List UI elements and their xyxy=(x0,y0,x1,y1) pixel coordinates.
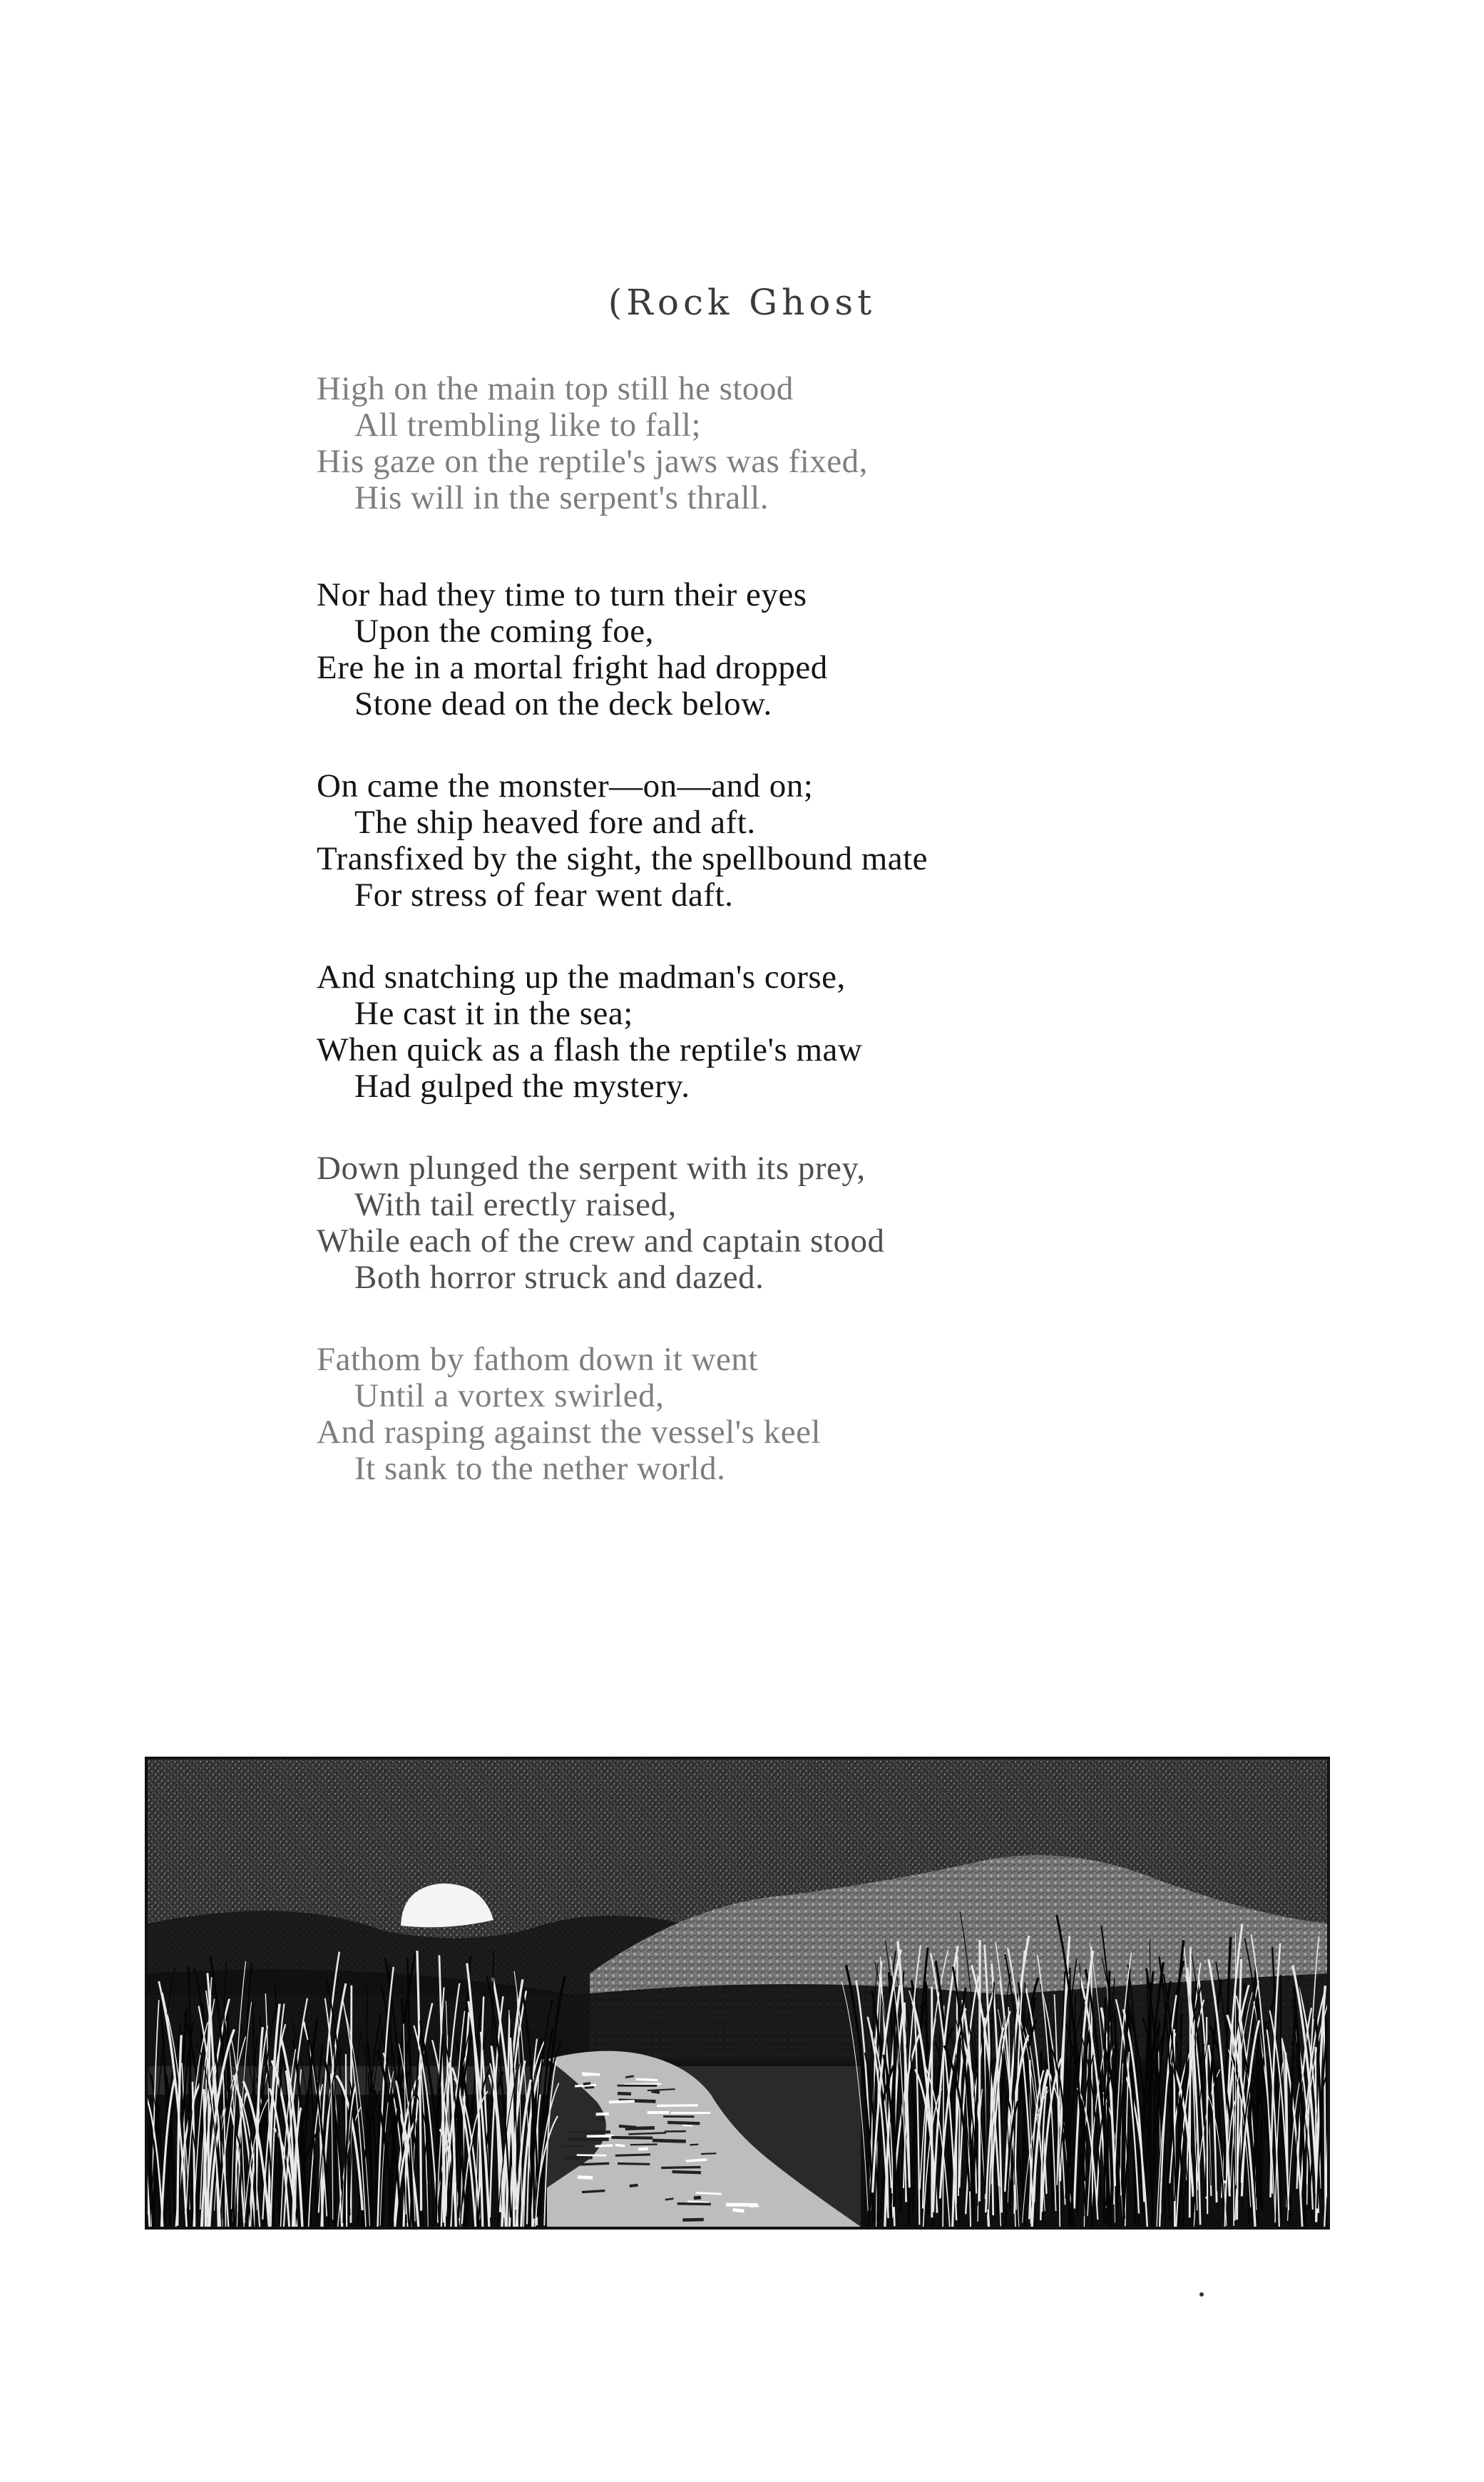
water-glint xyxy=(577,2155,607,2156)
water-glint xyxy=(661,2167,700,2168)
water-glint xyxy=(624,2084,661,2085)
water-glint xyxy=(575,2085,596,2086)
moonlit-marsh-illustration xyxy=(145,1757,1330,2230)
water-glint xyxy=(677,2204,711,2205)
water-glint xyxy=(686,2160,707,2161)
reed-blade xyxy=(1104,1997,1105,2223)
water-glint xyxy=(583,2083,590,2084)
poem-line: And rasping against the vessel's keel xyxy=(317,1414,821,1451)
water-glint xyxy=(587,2136,614,2137)
poem-line: Upon the coming foe, xyxy=(354,613,654,650)
reed-blade xyxy=(1189,1947,1190,2217)
poem-line: The ship heaved fore and aft. xyxy=(354,804,756,841)
poem-line: His will in the serpent's thrall. xyxy=(354,479,769,516)
poem-line: For stress of fear went daft. xyxy=(354,877,734,914)
water-glint xyxy=(596,2118,604,2120)
water-glint xyxy=(628,2133,666,2135)
poem-line: With tail erectly raised, xyxy=(354,1186,677,1223)
water-glint xyxy=(636,2079,657,2080)
water-glint xyxy=(625,2076,634,2078)
stanza-6 xyxy=(317,1342,1458,1487)
poem-line: His gaze on the reptile's jaws was fixed, xyxy=(317,443,868,480)
water-glint xyxy=(618,2093,631,2094)
page-heading: (Rock Ghost xyxy=(608,282,876,323)
water-glint xyxy=(694,2197,701,2198)
stanza-1 xyxy=(317,371,1458,516)
stanza-3 xyxy=(317,768,1458,914)
poem-line: Nor had they time to turn their eyes xyxy=(317,576,807,613)
water-glint xyxy=(618,2163,650,2164)
water-glint xyxy=(701,2153,716,2154)
print-speck xyxy=(1199,2292,1204,2297)
water-glint xyxy=(609,2101,635,2102)
reed-blade xyxy=(1014,2012,1015,2185)
water-glint xyxy=(657,2105,698,2106)
poem-line: While each of the crew and captain stood xyxy=(317,1222,885,1260)
water-glint xyxy=(696,2193,722,2194)
poem-line: Transfixed by the sight, the spellbound mate xyxy=(317,840,928,877)
water-glint xyxy=(619,2126,636,2128)
poem-line: He cast it in the sea; xyxy=(354,995,633,1032)
poem-line: Until a vortex swirled, xyxy=(354,1377,665,1414)
water-glint xyxy=(580,2163,609,2165)
poem-line: It sank to the nether world. xyxy=(354,1450,726,1487)
water-glint xyxy=(596,2114,609,2115)
water-glint xyxy=(651,2091,660,2093)
poem-line: On came the monster—on—and on; xyxy=(317,767,814,805)
water-glint xyxy=(638,2149,648,2150)
reed-blade xyxy=(979,1940,980,2202)
water-glint xyxy=(653,2140,686,2141)
poem-line: Down plunged the serpent with its prey, xyxy=(317,1150,866,1187)
poem-line: Both horror struck and dazed. xyxy=(354,1259,764,1296)
water-glint xyxy=(595,2145,613,2146)
water-glint xyxy=(563,2145,585,2147)
poem-line: All trembling like to fall; xyxy=(354,407,702,444)
poem-line: Ere he in a mortal fright had dropped xyxy=(317,649,828,686)
poem-line: Fathom by fathom down it went xyxy=(317,1341,758,1378)
water-glint xyxy=(582,2073,600,2075)
water-glint xyxy=(582,2191,605,2192)
poem-line: Had gulped the mystery. xyxy=(354,1068,690,1105)
stanza-4 xyxy=(317,959,1458,1105)
water-glint xyxy=(665,2199,674,2200)
stanza-5 xyxy=(317,1150,1458,1296)
poem xyxy=(317,371,1458,1487)
poem-line: Stone dead on the deck below. xyxy=(354,685,772,722)
poem-line: And snatching up the madman's corse, xyxy=(317,959,846,996)
water-glint xyxy=(578,2177,593,2178)
stanza-2 xyxy=(317,577,1458,722)
water-glint xyxy=(630,2185,638,2186)
water-glint xyxy=(565,2157,593,2158)
poem-line: High on the main top still he stood xyxy=(317,370,794,407)
engraving-scene xyxy=(148,1760,1327,2227)
reed-blade xyxy=(1195,2025,1196,2215)
poem-line: When quick as a flash the reptile's maw xyxy=(317,1031,863,1068)
water-glint xyxy=(566,2131,603,2132)
water-glint xyxy=(733,2210,744,2211)
